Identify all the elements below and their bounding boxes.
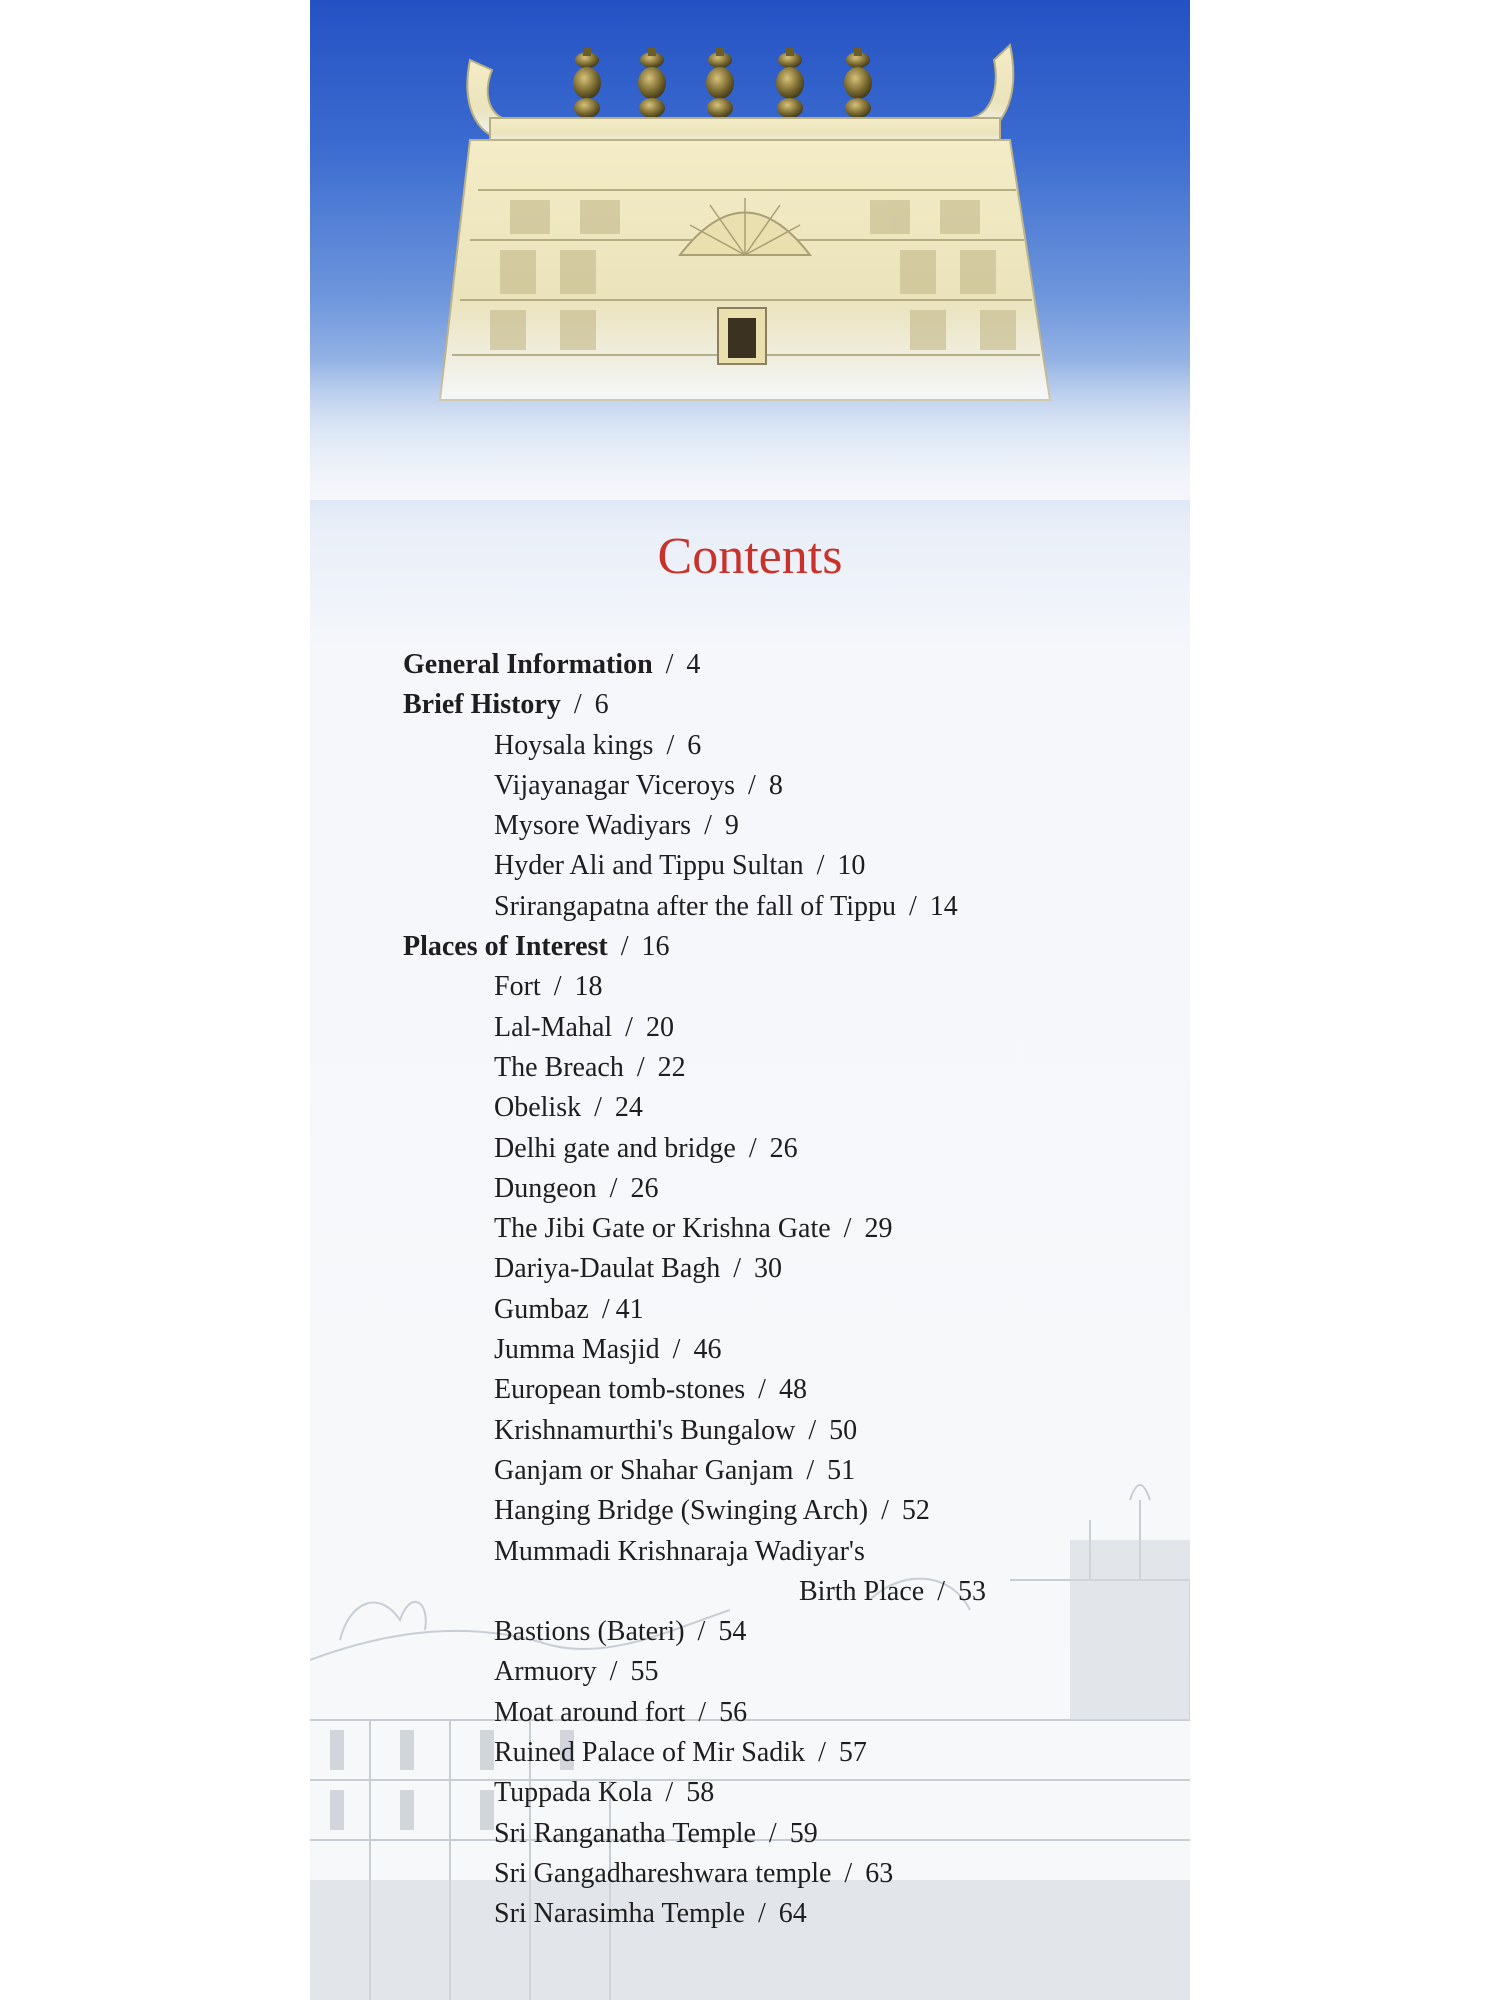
toc-entry-title: Tuppada Kola	[494, 1777, 653, 1809]
toc-entry-title: Ruined Palace of Mir Sadik	[494, 1737, 806, 1769]
toc-page-number: 4	[686, 649, 701, 680]
toc-entry-title: Bastions (Bateri)	[494, 1616, 685, 1648]
toc-entry-title: Lal-Mahal	[494, 1011, 613, 1043]
toc-entry-title: Dariya-Daulat Bagh	[494, 1253, 721, 1285]
toc-separator: /	[809, 850, 832, 882]
toc-entry-title: Delhi gate and bridge	[494, 1132, 736, 1164]
toc-separator: /	[658, 649, 681, 680]
toc-page-number: 6	[594, 689, 609, 721]
toc-entry	[403, 766, 1183, 806]
toc-entry	[403, 1652, 1183, 1692]
toc-entry-title: Sri Ranganatha Temple	[494, 1817, 756, 1849]
toc-page-number: 24	[614, 1092, 643, 1124]
toc-separator: /	[665, 1334, 688, 1366]
toc-page-number: 64	[778, 1898, 807, 1930]
toc-entry	[403, 1209, 1183, 1249]
toc-separator: /	[799, 1454, 822, 1486]
toc-separator: /	[629, 1051, 652, 1083]
toc-page-number: 6	[687, 729, 702, 761]
toc-page-number: 30	[754, 1253, 783, 1285]
toc-entry	[403, 1048, 1183, 1088]
toc-separator: /	[659, 729, 682, 761]
toc-entry-title: General Information	[403, 649, 653, 680]
toc-separator: /	[801, 1414, 824, 1446]
toc-entry-title: Jumma Masjid	[494, 1334, 660, 1366]
toc-separator: /	[618, 1011, 640, 1043]
toc-page-number: 29	[864, 1213, 893, 1245]
toc-page-number: 50	[829, 1414, 858, 1446]
toc-entry-title: Hoysala kings	[494, 729, 654, 761]
toc-page-number: 14	[929, 890, 958, 922]
toc-page-number: 53	[957, 1575, 986, 1607]
kalasha-finials	[573, 48, 872, 118]
toc-separator: /	[837, 1857, 860, 1889]
toc-entry	[403, 1249, 1183, 1289]
toc-page-number: 20	[645, 1011, 674, 1043]
toc-entry	[403, 1330, 1183, 1370]
toc-entry	[403, 1491, 1183, 1531]
toc-entry-title: Obelisk	[494, 1092, 582, 1124]
toc-separator: /	[658, 1777, 681, 1809]
toc-entry-title: Places of Interest	[403, 931, 608, 963]
toc-entry	[403, 1894, 1183, 1934]
toc-page-number: 10	[837, 850, 866, 882]
toc-separator: /	[761, 1817, 784, 1849]
toc-entry-title: Fort	[494, 971, 541, 1003]
toc-entry-title: Sri Narasimha Temple	[494, 1898, 746, 1930]
toc-entry	[403, 1612, 1183, 1652]
toc-page-number: 22	[657, 1051, 686, 1083]
toc-separator: /	[602, 1656, 625, 1688]
toc-page-number: 58	[686, 1777, 715, 1809]
toc-entry	[403, 967, 1183, 1007]
toc-entry-title: Vijayanagar Viceroys	[494, 769, 736, 801]
toc-page-number: 26	[630, 1172, 659, 1204]
toc-entry	[403, 1129, 1183, 1169]
toc-entry	[403, 887, 1183, 927]
toc-page-number: 16	[641, 931, 670, 963]
toc-page-number: 46	[693, 1334, 722, 1366]
toc-entry	[403, 846, 1183, 886]
toc-separator: /	[690, 1616, 713, 1648]
toc-separator: /	[751, 1898, 773, 1930]
toc-separator: /	[602, 1172, 625, 1204]
table-of-contents	[403, 645, 1183, 1935]
toc-entry	[403, 1773, 1183, 1813]
toc-entry	[403, 1814, 1183, 1854]
toc-entry-title: Birth Place	[799, 1575, 925, 1607]
toc-entry-title: Sri Gangadhareshwara temple	[494, 1857, 832, 1889]
toc-entry-title: Ganjam or Shahar Ganjam	[494, 1454, 794, 1486]
toc-entry-title: The Breach	[494, 1051, 624, 1083]
toc-separator: /	[836, 1213, 859, 1245]
toc-separator: /	[874, 1495, 896, 1527]
toc-page-number: 59	[789, 1817, 818, 1849]
toc-entry-title: European tomb-stones	[494, 1374, 746, 1406]
toc-entry-title: Mysore Wadiyars	[494, 810, 692, 842]
toc-entry-title: Gumbaz	[494, 1293, 589, 1325]
toc-separator: /	[613, 931, 636, 963]
toc-separator: /	[566, 689, 589, 721]
toc-separator: /	[741, 769, 763, 801]
toc-entry-title: Hyder Ali and Tippu Sultan	[494, 850, 804, 882]
toc-entry-title: Dungeon	[494, 1172, 597, 1204]
toc-entry	[403, 1572, 1183, 1612]
toc-entry	[403, 1411, 1183, 1451]
toc-page-number: 57	[838, 1737, 867, 1769]
toc-page-number: 8	[768, 769, 783, 801]
toc-entry-title: Srirangapatna after the fall of Tippu	[494, 890, 897, 922]
toc-separator: /	[902, 890, 924, 922]
toc-entry-title: Brief History	[403, 689, 561, 721]
toc-entry	[403, 685, 1183, 725]
toc-separator: /	[697, 810, 719, 842]
temple-tower-illustration	[310, 0, 1190, 500]
toc-page-number: 55	[630, 1656, 659, 1688]
toc-entry	[403, 1008, 1183, 1048]
toc-page-number: 26	[769, 1132, 798, 1164]
toc-entry	[403, 1854, 1183, 1894]
toc-separator: /	[811, 1737, 833, 1769]
toc-entry	[403, 927, 1183, 967]
toc-entry	[403, 1370, 1183, 1410]
toc-page-number: 18	[574, 971, 603, 1003]
toc-entry-title: Krishnamurthi's Bungalow	[494, 1414, 796, 1446]
toc-entry	[403, 1733, 1183, 1773]
toc-page-number: 63	[865, 1857, 894, 1889]
toc-entry	[403, 1451, 1183, 1491]
toc-entry	[403, 645, 1183, 685]
toc-separator: /	[546, 971, 569, 1003]
toc-entry	[403, 1169, 1183, 1209]
toc-page-number: 48	[778, 1374, 807, 1406]
toc-page-number: 51	[827, 1454, 856, 1486]
toc-entry	[403, 1693, 1183, 1733]
toc-separator: /	[691, 1696, 714, 1728]
toc-entry	[403, 806, 1183, 846]
toc-separator: /	[930, 1575, 952, 1607]
toc-page-number: 56	[719, 1696, 748, 1728]
toc-entry-title: Moat around fort	[494, 1696, 686, 1728]
toc-page-number: 52	[901, 1495, 930, 1527]
toc-page-number: 9	[724, 810, 739, 842]
toc-entry	[403, 1532, 1183, 1572]
toc-page-number: 41	[615, 1293, 644, 1325]
toc-entry-title: Mummadi Krishnaraja Wadiyar's	[494, 1535, 865, 1567]
toc-entry	[403, 726, 1183, 766]
toc-separator: /	[587, 1092, 609, 1124]
contents-title: Contents	[657, 528, 843, 585]
toc-separator: /	[751, 1374, 773, 1406]
toc-separator: /	[741, 1132, 764, 1164]
toc-separator: /	[726, 1253, 749, 1285]
toc-entry	[403, 1088, 1183, 1128]
toc-entry-title: Hanging Bridge (Swinging Arch)	[494, 1495, 869, 1527]
toc-entry-title: Armuory	[494, 1656, 597, 1688]
toc-separator: /	[594, 1293, 610, 1325]
toc-entry-title: The Jibi Gate or Krishna Gate	[494, 1213, 831, 1245]
toc-page-number: 54	[718, 1616, 747, 1648]
book-page	[310, 0, 1190, 2000]
toc-entry	[403, 1290, 1183, 1330]
